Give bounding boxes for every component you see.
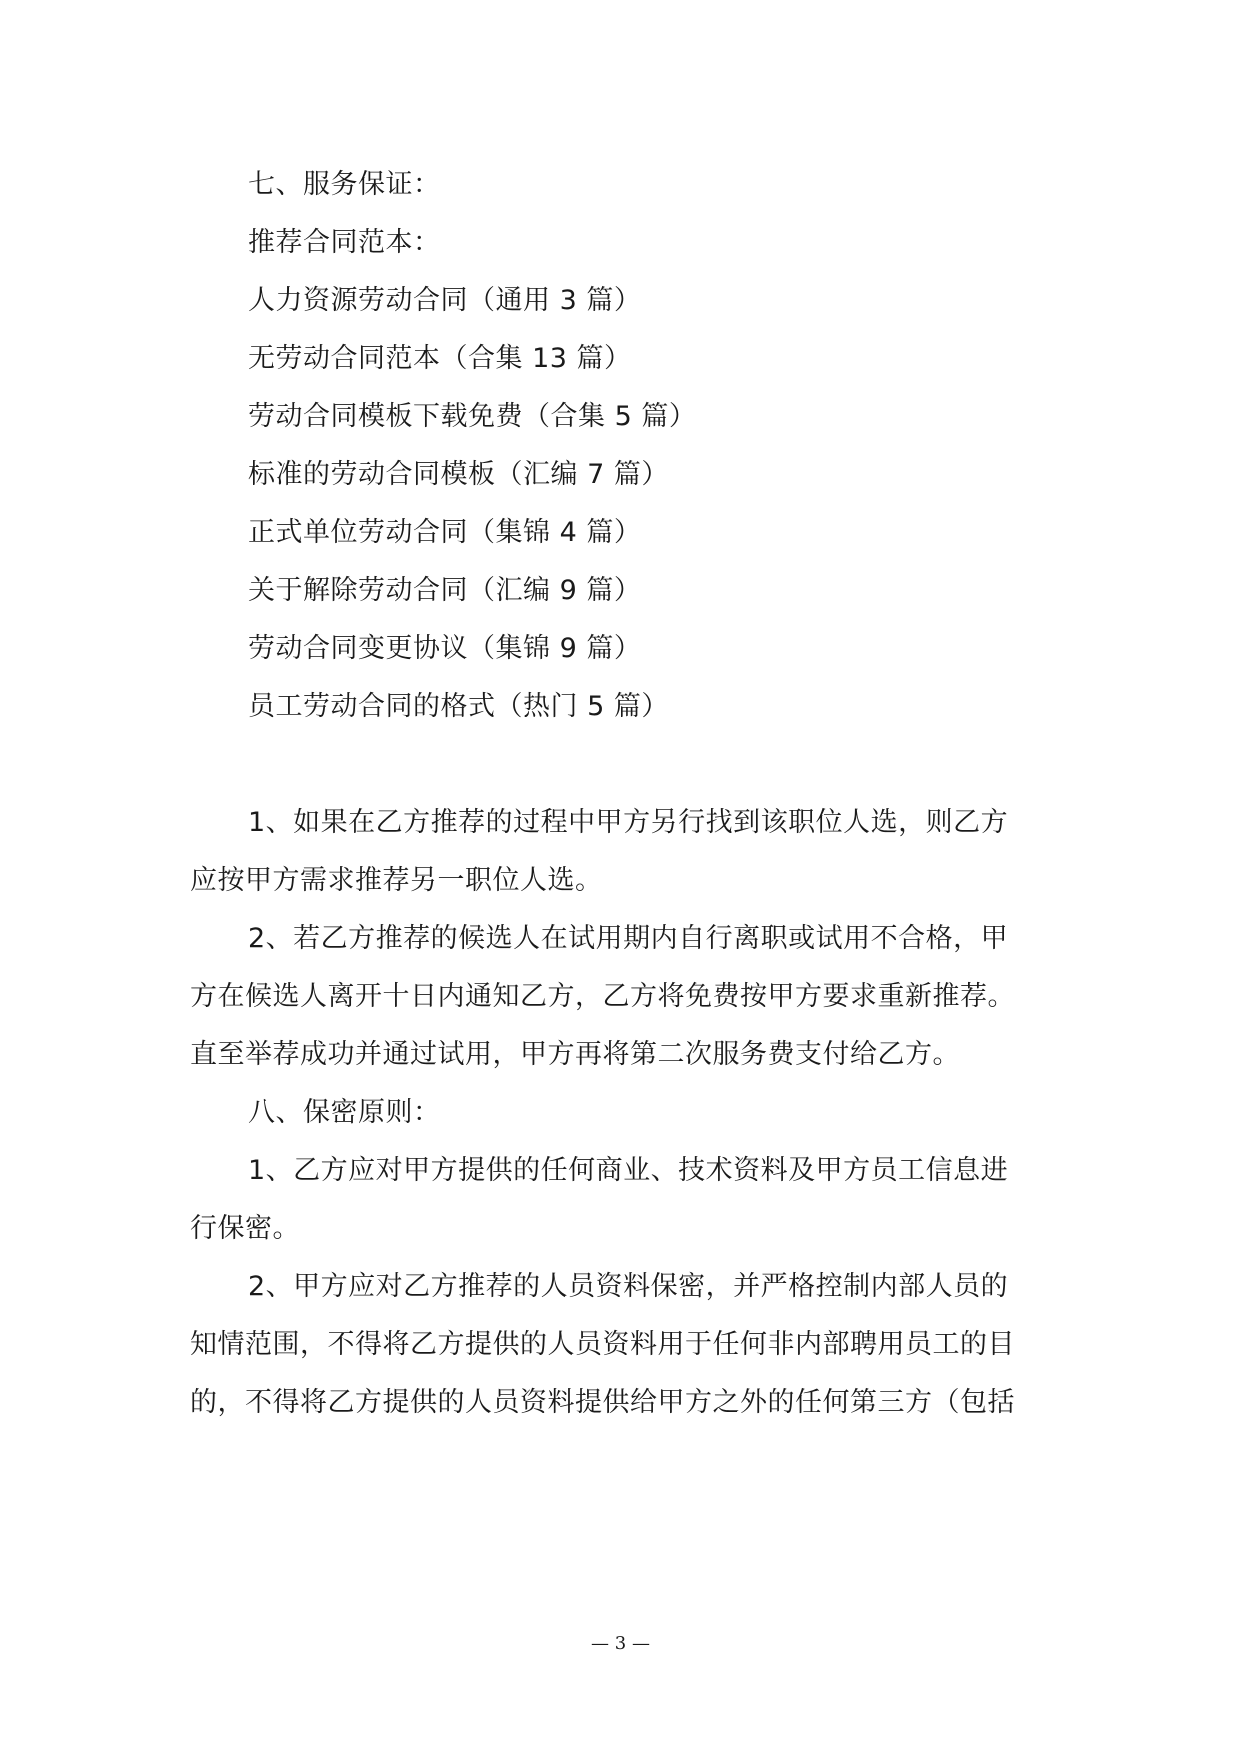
clause-8-1-line-1: 1、乙方应对甲方提供的任何商业、技术资料及甲方员工信息进 <box>248 1155 1009 1186</box>
recommended-contract-link[interactable]: 劳动合同变更协议（集锦 9 篇） <box>248 633 642 664</box>
clause-7-1-line-1: 1、如果在乙方推荐的过程中甲方另行找到该职位人选，则乙方 <box>248 807 1009 838</box>
recommended-contract-link[interactable]: 标准的劳动合同模板（汇编 7 篇） <box>248 459 669 490</box>
recommended-contract-link[interactable]: 人力资源劳动合同（通用 3 篇） <box>248 285 642 316</box>
clause-8-2-line-2: 知情范围，不得将乙方提供的人员资料用于任何非内部聘用员工的目 <box>190 1329 1015 1360</box>
recommended-contract-link[interactable]: 正式单位劳动合同（集锦 4 篇） <box>248 517 642 548</box>
recommended-contract-link[interactable]: 无劳动合同范本（合集 13 篇） <box>248 343 632 374</box>
clause-7-1-line-2: 应按甲方需求推荐另一职位人选。 <box>190 865 603 896</box>
clause-8-1-line-2: 行保密。 <box>190 1213 300 1244</box>
clause-7-2-line-2: 方在候选人离开十日内通知乙方，乙方将免费按甲方要求重新推荐。 <box>190 981 1015 1012</box>
section-seven-heading: 七、服务保证： <box>248 169 441 200</box>
clause-7-2-line-1: 2、若乙方推荐的候选人在试用期内自行离职或试用不合格，甲 <box>248 923 1009 954</box>
clause-8-2-line-1: 2、甲方应对乙方推荐的人员资料保密，并严格控制内部人员的 <box>248 1271 1009 1302</box>
section-eight-heading: 八、保密原则： <box>248 1097 441 1128</box>
clause-7-2-line-3: 直至举荐成功并通过试用，甲方再将第二次服务费支付给乙方。 <box>190 1039 960 1070</box>
clause-8-2-line-3: 的，不得将乙方提供的人员资料提供给甲方之外的任何第三方（包括 <box>190 1387 1015 1418</box>
recommended-contract-link[interactable]: 关于解除劳动合同（汇编 9 篇） <box>248 575 642 606</box>
recommended-contract-link[interactable]: 员工劳动合同的格式（热门 5 篇） <box>248 691 669 722</box>
page-number: — 3 — <box>591 1633 650 1654</box>
recommended-contract-link[interactable]: 劳动合同模板下载免费（合集 5 篇） <box>248 401 697 432</box>
recommend-label: 推荐合同范本： <box>248 227 441 258</box>
